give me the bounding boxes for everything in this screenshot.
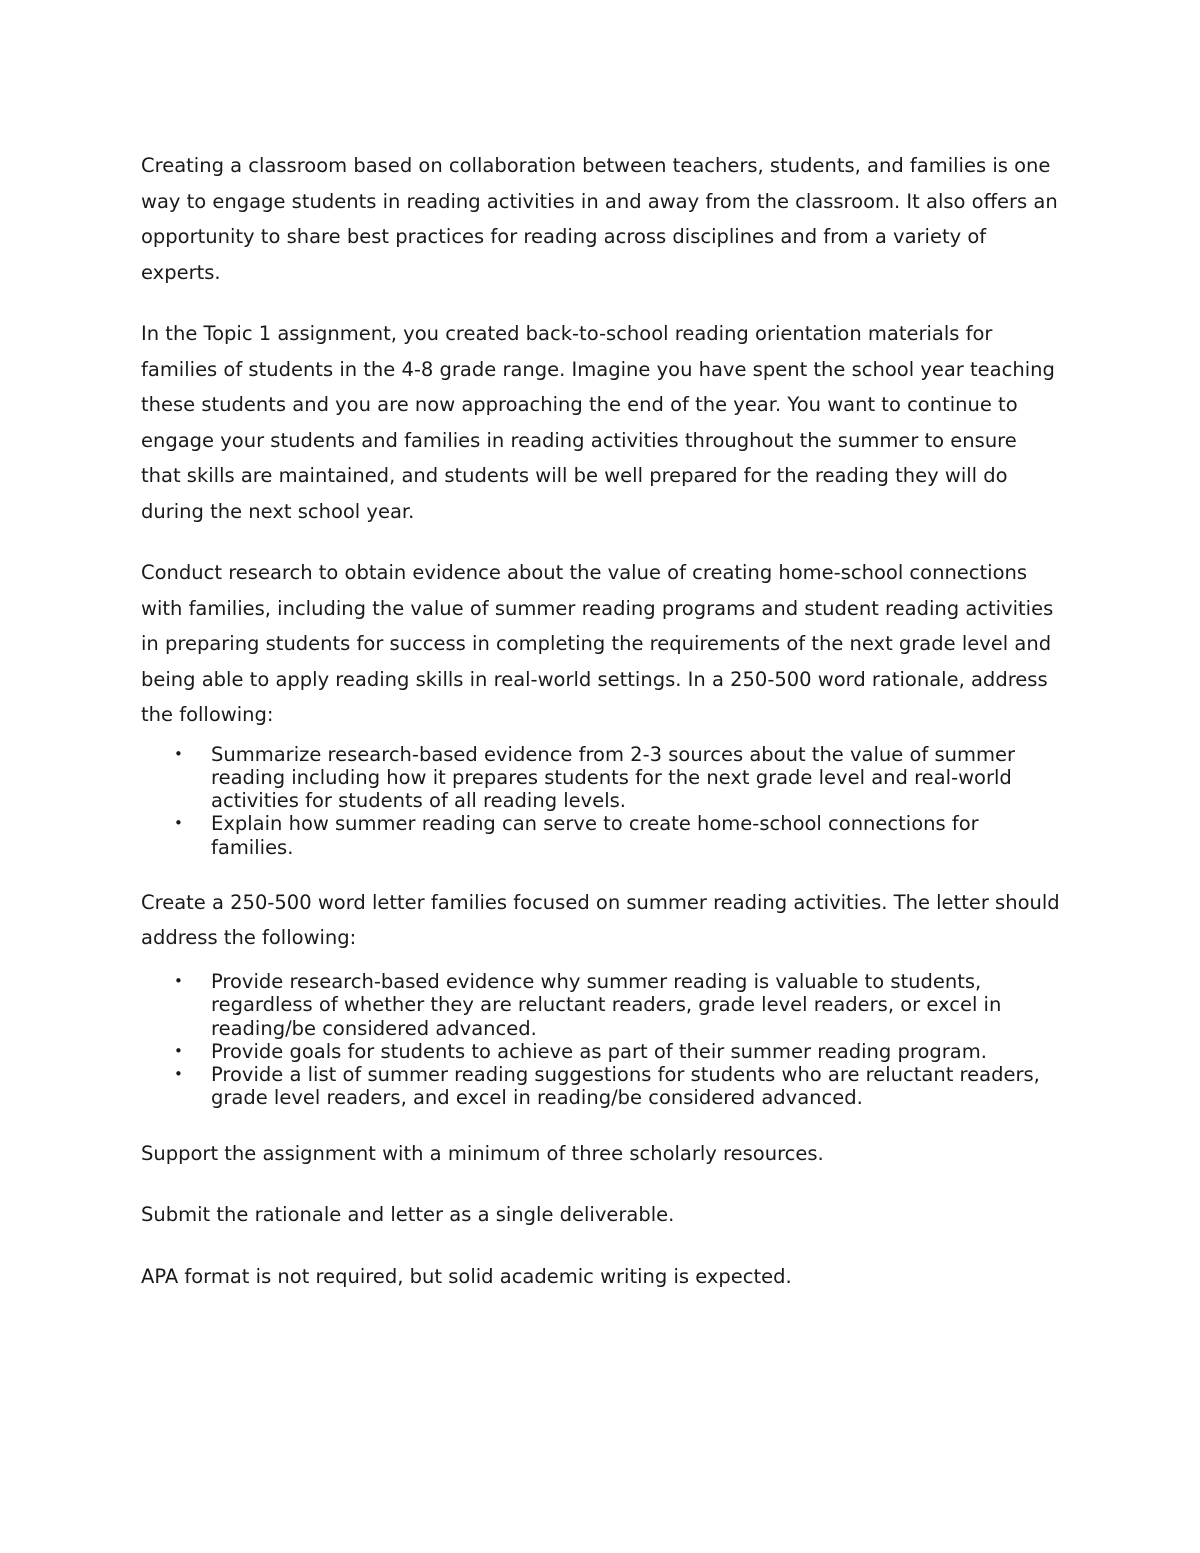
list-item-text: Provide research-based evidence why summer reading is valuable to students, regardless of whether they are reluctant readers, grade level readers, or excel in reading/be considered advanced. bbox=[211, 969, 1002, 1040]
bullet-icon: • bbox=[174, 1041, 183, 1060]
bullet-icon: • bbox=[174, 744, 183, 763]
context-paragraph: In the Topic 1 assignment, you created back-to-school reading orientation materials for families of students in the 4-8 grade range. Imagine you have spent the school year teaching these students and you are now approaching the end of the year. You want to continue to engage your students and families in reading activities throughout the summer to ensure that skills are maintained, and students will be well prepared for the reading they will do during the next school year. bbox=[141, 322, 1055, 523]
format-paragraph: APA format is not required, but solid academic writing is expected. bbox=[141, 1264, 792, 1288]
submission-paragraph: Submit the rationale and letter as a single deliverable. bbox=[141, 1203, 675, 1227]
list-item-text: Explain how summer reading can serve to create home-school connections for families. bbox=[211, 812, 979, 859]
list-item bbox=[141, 970, 1061, 1040]
list-item-text: Provide a list of summer reading suggestions for students who are reluctant readers, grade level readers, and excel in reading/be considered advanced. bbox=[211, 1063, 1040, 1110]
letter-bullet-list bbox=[141, 970, 1061, 1110]
research-paragraph: Conduct research to obtain evidence about the value of creating home-school connections with families, including the value of summer reading programs and student reading activities in preparing students for success in completing the requirements of the next grade level and being able to apply reading skills in real-world settings. In a 250-500 word rationale, address the following: bbox=[141, 561, 1054, 726]
intro-paragraph: Creating a classroom based on collaboration between teachers, students, and families is one way to engage students in reading activities in and away from the classroom. It also offers an opportunity to share best practices for reading across disciplines and from a variety of experts. bbox=[141, 154, 1058, 284]
list-item-text: Summarize research-based evidence from 2-3 sources about the value of summer reading including how it prepares students for the next grade level and real-world activities for students of all reading levels. bbox=[211, 742, 1015, 813]
list-item bbox=[141, 812, 1061, 859]
letter-intro-paragraph: Create a 250-500 word letter families focused on summer reading activities. The letter should address the following: bbox=[141, 890, 1060, 950]
document-page bbox=[141, 148, 1061, 1294]
bullet-icon: • bbox=[174, 1065, 183, 1084]
bullet-icon: • bbox=[174, 971, 183, 990]
bullet-icon: • bbox=[174, 814, 183, 833]
resources-paragraph: Support the assignment with a minimum of three scholarly resources. bbox=[141, 1141, 824, 1165]
rationale-bullet-list bbox=[141, 743, 1061, 859]
list-item bbox=[141, 743, 1061, 813]
list-item bbox=[141, 1040, 1061, 1063]
list-item bbox=[141, 1063, 1061, 1110]
list-item-text: Provide goals for students to achieve as part of their summer reading program. bbox=[211, 1039, 987, 1063]
